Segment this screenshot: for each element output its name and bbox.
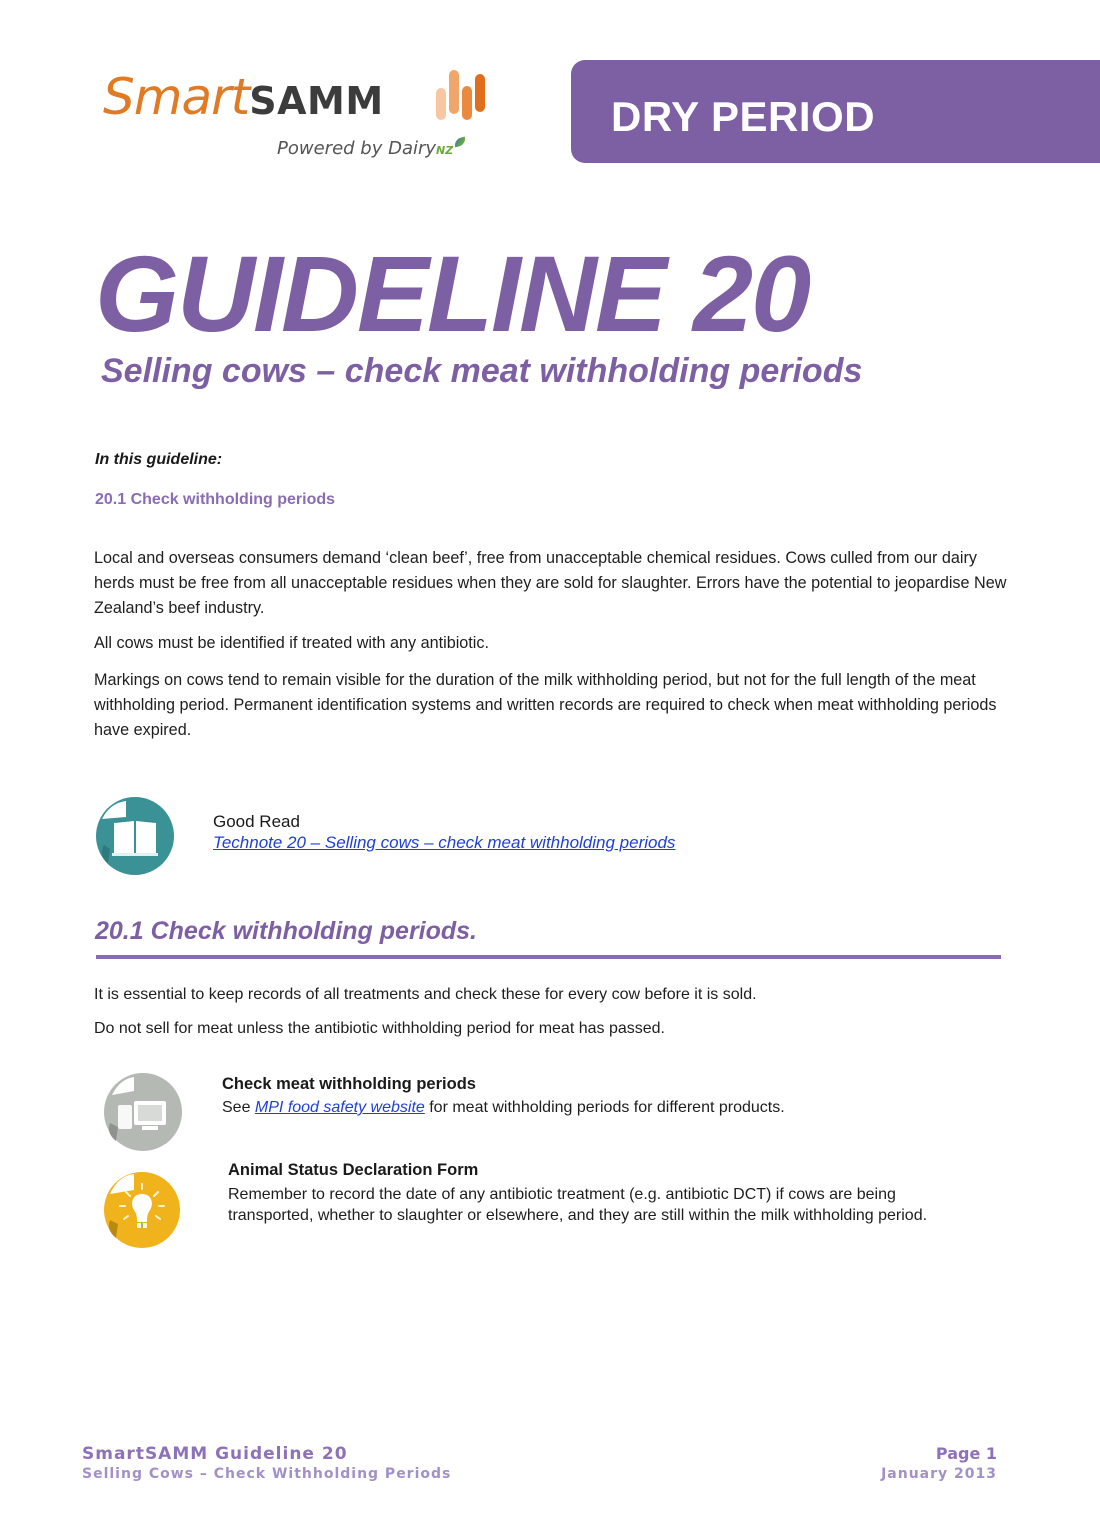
intro-paragraph-1: Local and overseas consumers demand ‘clean beef’, free from unacceptable chemical residues. Cows culled from our dairy herds must be free from all unacceptable residues when they are sold for slaughter. Errors have the potential to jeopardise New Zealand’s beef industry. <box>94 549 1007 617</box>
tip-body-prefix: See <box>222 1099 255 1116</box>
footer-left <box>82 1444 451 1482</box>
lightbulb-icon <box>104 1172 180 1248</box>
logo-smart-text: Smart <box>103 68 250 126</box>
tip-title-animal-status: Animal Status Declaration Form <box>228 1161 479 1179</box>
tip-body-meat-withholding <box>222 1097 942 1118</box>
section-divider <box>96 955 1001 959</box>
nz-text: NZ <box>436 144 454 157</box>
intro-paragraph-2: All cows must be identified if treated with any antibiotic. <box>94 634 489 652</box>
footer-subtitle: Selling Cows – Check Withholding Periods <box>82 1466 452 1482</box>
page-title: GUIDELINE 20 <box>95 233 810 354</box>
publication-date: January 2013 <box>881 1466 997 1482</box>
banner-label: DRY PERIOD <box>611 93 876 140</box>
page-subtitle: Selling cows – check meat withholding periods <box>101 352 863 390</box>
section-heading: 20.1 Check withholding periods. <box>95 917 478 945</box>
logo-wordmark <box>103 68 384 126</box>
tip-title-meat-withholding: Check meat withholding periods <box>222 1075 476 1093</box>
computer-icon <box>104 1073 182 1151</box>
good-read-label: Good Read <box>213 812 300 831</box>
dry-period-banner <box>571 60 1100 163</box>
book-icon <box>96 797 174 875</box>
page-number: Page 1 <box>935 1444 997 1463</box>
mpi-food-safety-link[interactable]: MPI food safety website <box>254 1099 425 1116</box>
tip-body-animal-status: Remember to record the date of any antibiotic treatment (e.g. antibiotic DCT) if cows are being transported, whether to slaughter or elsewhere, and they are still within the milk withholding period. <box>228 1186 928 1224</box>
dairynz-leaf-icon <box>453 137 467 148</box>
smartsamm-logo <box>103 68 503 172</box>
toc-label: In this guideline: <box>95 451 223 468</box>
tip-body-suffix: for meat withholding periods for different products. <box>424 1099 785 1116</box>
logo-samm-text: SAMM <box>249 79 384 123</box>
section-paragraph-2: Do not sell for meat unless the antibiotic withholding period for meat has passed. <box>94 1020 665 1037</box>
technote-link[interactable]: Technote 20 – Selling cows – check meat withholding periods <box>213 833 676 852</box>
section-paragraph-1: It is essential to keep records of all treatments and check these for every cow before it is sold. <box>94 986 757 1003</box>
footer-right <box>881 1444 997 1482</box>
footer-title: SmartSAMM Guideline 20 <box>82 1444 348 1464</box>
logo-bars-icon <box>436 76 496 120</box>
intro-paragraph-3: Markings on cows tend to remain visible for the duration of the milk withholding period, but not for the full length of the meat withholding period. Permanent identification systems and written records are required to check when meat withholding periods have expired. <box>94 671 997 739</box>
powered-by-text: Powered by Dairy <box>277 138 437 159</box>
powered-by-dairynz <box>277 138 466 159</box>
toc-item-20-1[interactable]: 20.1 Check withholding periods <box>95 491 336 508</box>
